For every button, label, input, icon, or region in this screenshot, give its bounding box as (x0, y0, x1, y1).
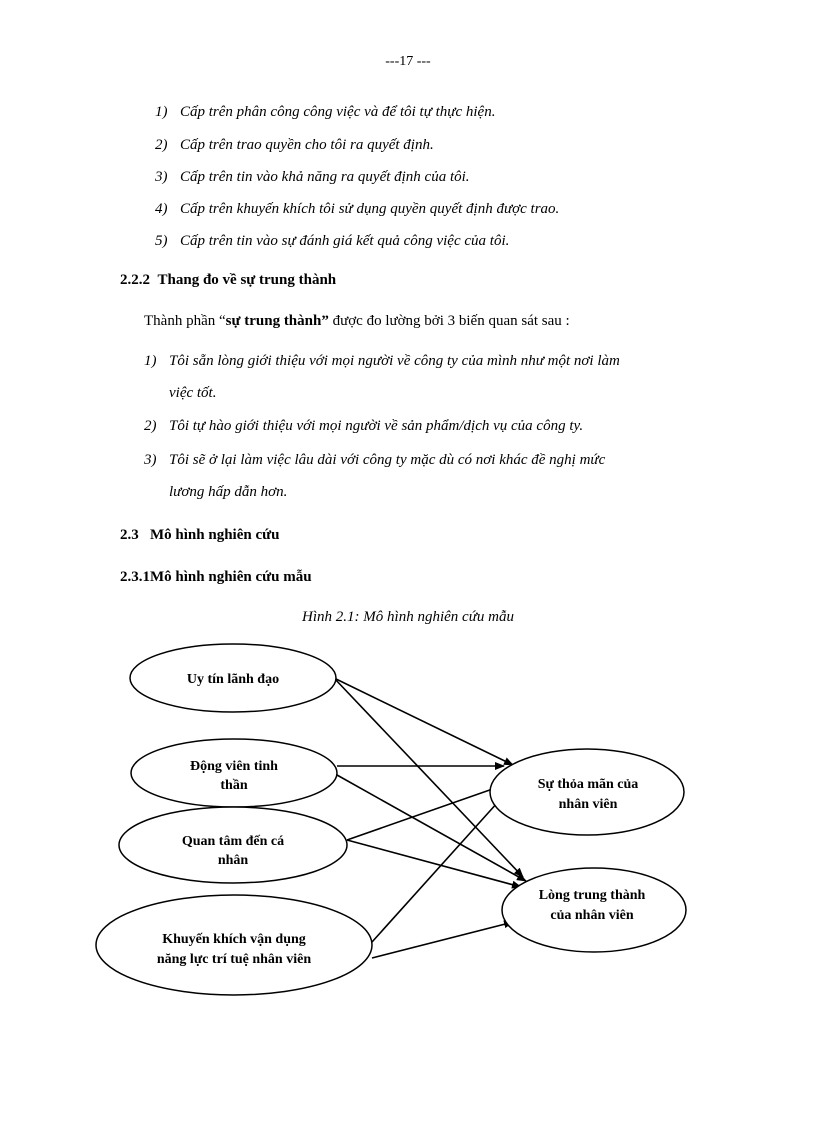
intro-bold-term: sự trung thành” (225, 313, 329, 329)
list-item-number: 5) (155, 233, 168, 249)
node-label: Khuyến khích vận dụng (162, 932, 306, 947)
section-title: Mô hình nghiên cứu (150, 527, 280, 543)
list-item-text: Cấp trên tin vào khả năng ra quyết định của tôi. (180, 169, 470, 185)
section-number: 2.3 (120, 527, 139, 543)
node-su-thoa-man (490, 749, 684, 835)
list-item-number: 3) (144, 452, 157, 468)
intro-paragraph (144, 313, 570, 330)
list-item-number: 2) (144, 418, 157, 434)
node-label: Sự thỏa mãn của (537, 777, 639, 792)
arrow-uytin-trungthanh (334, 678, 523, 877)
list-item (144, 353, 620, 370)
node-label: Lòng trung thành (538, 888, 646, 903)
section-number: 2.2.2 (120, 272, 150, 288)
list-item-number: 2) (155, 137, 168, 153)
intro-text: Thành phần “ (144, 313, 226, 329)
intro-text: được đo lường bởi 3 biến quan sát sau : (328, 313, 570, 329)
section-heading-2-2-2 (120, 272, 336, 289)
list-item-text: Cấp trên khuyến khích tôi sử dụng quyền quyết định được trao. (180, 201, 560, 217)
list-item-number: 3) (155, 169, 168, 185)
arrow-uytin-thoaman (334, 678, 513, 765)
list-item-text: Tôi sẽ ở lại làm việc lâu dài với công ty mặc dù có nơi khác đề nghị mức (169, 452, 606, 468)
node-label: nhân (217, 853, 249, 868)
node-label: Quan tâm đến cá (181, 834, 285, 849)
list-item-number: 4) (155, 201, 168, 217)
list-item-continuation: lương hấp dẫn hơn. (169, 484, 288, 500)
list-item-continuation: việc tốt. (169, 385, 217, 401)
section-title: Mô hình nghiên cứu mẫu (150, 569, 312, 585)
node-label: thần (220, 778, 248, 793)
section-number: 2.3.1 (120, 569, 150, 585)
arrow-khuyenkhich-thoaman (372, 792, 507, 942)
list-item-text: Cấp trên trao quyền cho tôi ra quyết định. (180, 137, 434, 153)
list-item (144, 452, 605, 469)
list-item-text: Tôi tự hào giới thiệu với mọi người về sản phẩm/dịch vụ của công ty. (169, 418, 584, 434)
list-item (155, 104, 495, 121)
arrow-khuyenkhich-trungthanh (372, 922, 513, 958)
node-label: nhân viên (558, 797, 618, 812)
section-heading-2-3 (120, 527, 279, 544)
research-model-diagram (0, 640, 816, 1000)
node-label: Động viên tinh (190, 759, 278, 774)
list-item-text: Tôi sẵn lòng giới thiệu với mọi người về công ty của mình như một nơi làm (169, 353, 620, 369)
list-item (144, 418, 583, 435)
node-label: của nhân viên (550, 908, 634, 923)
list-item-text: Cấp trên tin vào sự đánh giá kết quả công việc của tôi. (180, 233, 510, 249)
list-item-text: Cấp trên phân công công việc và để tôi tự thực hiện. (180, 104, 496, 120)
list-item (155, 169, 470, 186)
node-label: năng lực trí tuệ nhân viên (156, 952, 312, 967)
page-number: ---17 --- (385, 54, 431, 69)
list-item-number: 1) (155, 104, 168, 120)
list-item-number: 1) (144, 353, 157, 369)
section-heading-2-3-1 (120, 569, 312, 586)
list-item (155, 137, 434, 154)
list-item (155, 233, 509, 250)
node-label: Uy tín lãnh đạo (186, 672, 280, 687)
section-title: Thang đo về sự trung thành (157, 272, 337, 288)
list-item (155, 201, 559, 218)
figure-caption: Hình 2.1: Mô hình nghiên cứu mẫu (302, 609, 514, 625)
